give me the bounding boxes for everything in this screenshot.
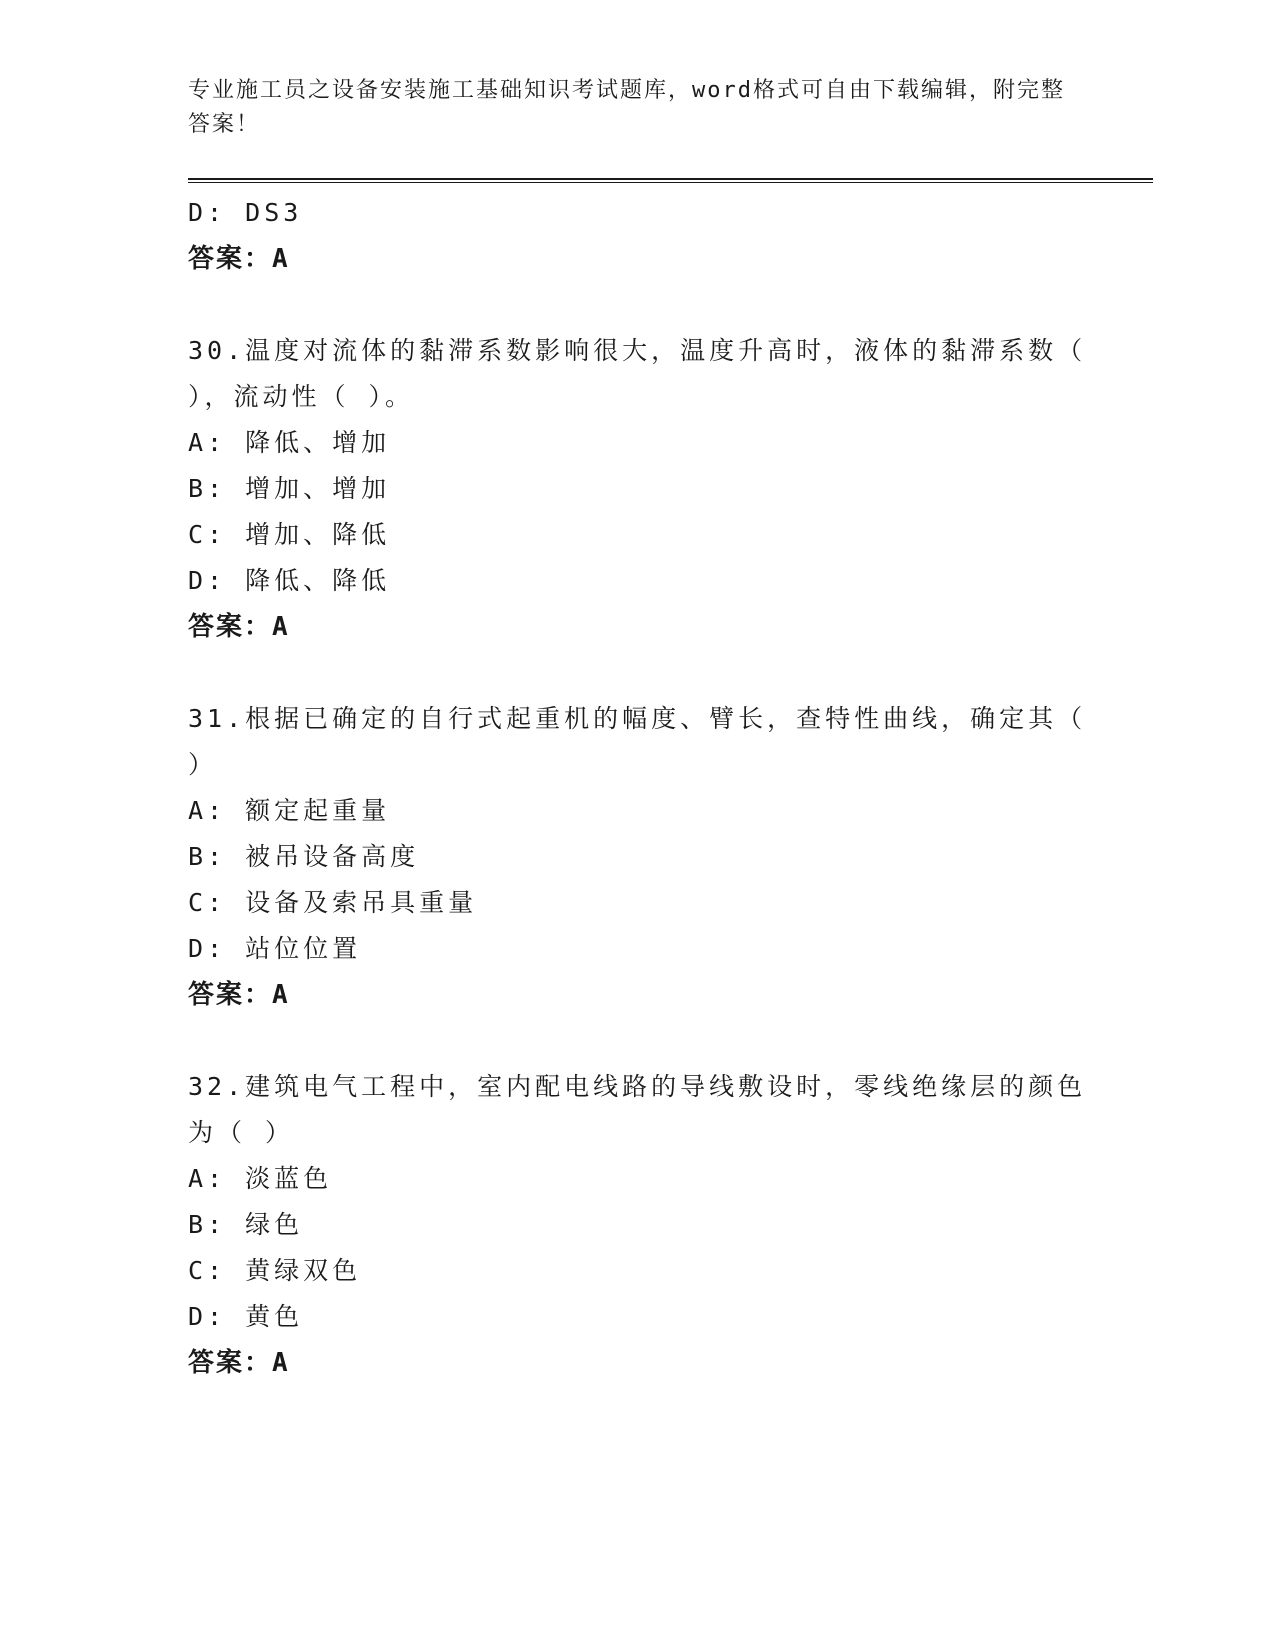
question-text-cont: 为（ ） <box>188 1118 295 1147</box>
option-b: B: 绿色 <box>188 1210 304 1239</box>
option-d: D: DS3 <box>188 198 303 227</box>
answer-line: 答案：A <box>188 612 290 642</box>
question-text-cont: ），流动性（ ）。 <box>188 382 415 411</box>
header-rule-thick <box>188 178 1153 180</box>
document-header: 专业施工员之设备安装施工基础知识考试题库，word格式可自由下载编辑，附完整答案！ <box>188 78 1065 137</box>
option-b: B: 被吊设备高度 <box>188 842 420 871</box>
option-c: C: 黄绿双色 <box>188 1256 362 1285</box>
question-30 <box>188 328 1088 650</box>
option-d: D: 站位位置 <box>188 934 362 963</box>
document-body <box>188 190 1088 1386</box>
question-31 <box>188 696 1088 1018</box>
option-b: B: 增加、增加 <box>188 474 391 503</box>
question-text: 30.温度对流体的黏滞系数影响很大，温度升高时，液体的黏滞系数（ <box>188 336 1087 365</box>
option-a: A: 降低、增加 <box>188 428 391 457</box>
answer-line: 答案：A <box>188 1348 290 1378</box>
option-a: A: 额定起重量 <box>188 796 391 825</box>
option-d: D: 降低、降低 <box>188 566 391 595</box>
option-a: A: 淡蓝色 <box>188 1164 333 1193</box>
header-rule-thin <box>188 182 1153 183</box>
answer-line: 答案：A <box>188 244 290 274</box>
question-text: 31.根据已确定的自行式起重机的幅度、臂长，查特性曲线，确定其（ <box>188 704 1087 733</box>
option-c: C: 设备及索吊具重量 <box>188 888 478 917</box>
question-32 <box>188 1064 1088 1386</box>
option-c: C: 增加、降低 <box>188 520 391 549</box>
answer-line: 答案：A <box>188 980 290 1010</box>
question-text: 32.建筑电气工程中，室内配电线路的导线敷设时，零线绝缘层的颜色 <box>188 1072 1087 1101</box>
option-d: D: 黄色 <box>188 1302 304 1331</box>
question-text-cont: ） <box>188 750 218 779</box>
